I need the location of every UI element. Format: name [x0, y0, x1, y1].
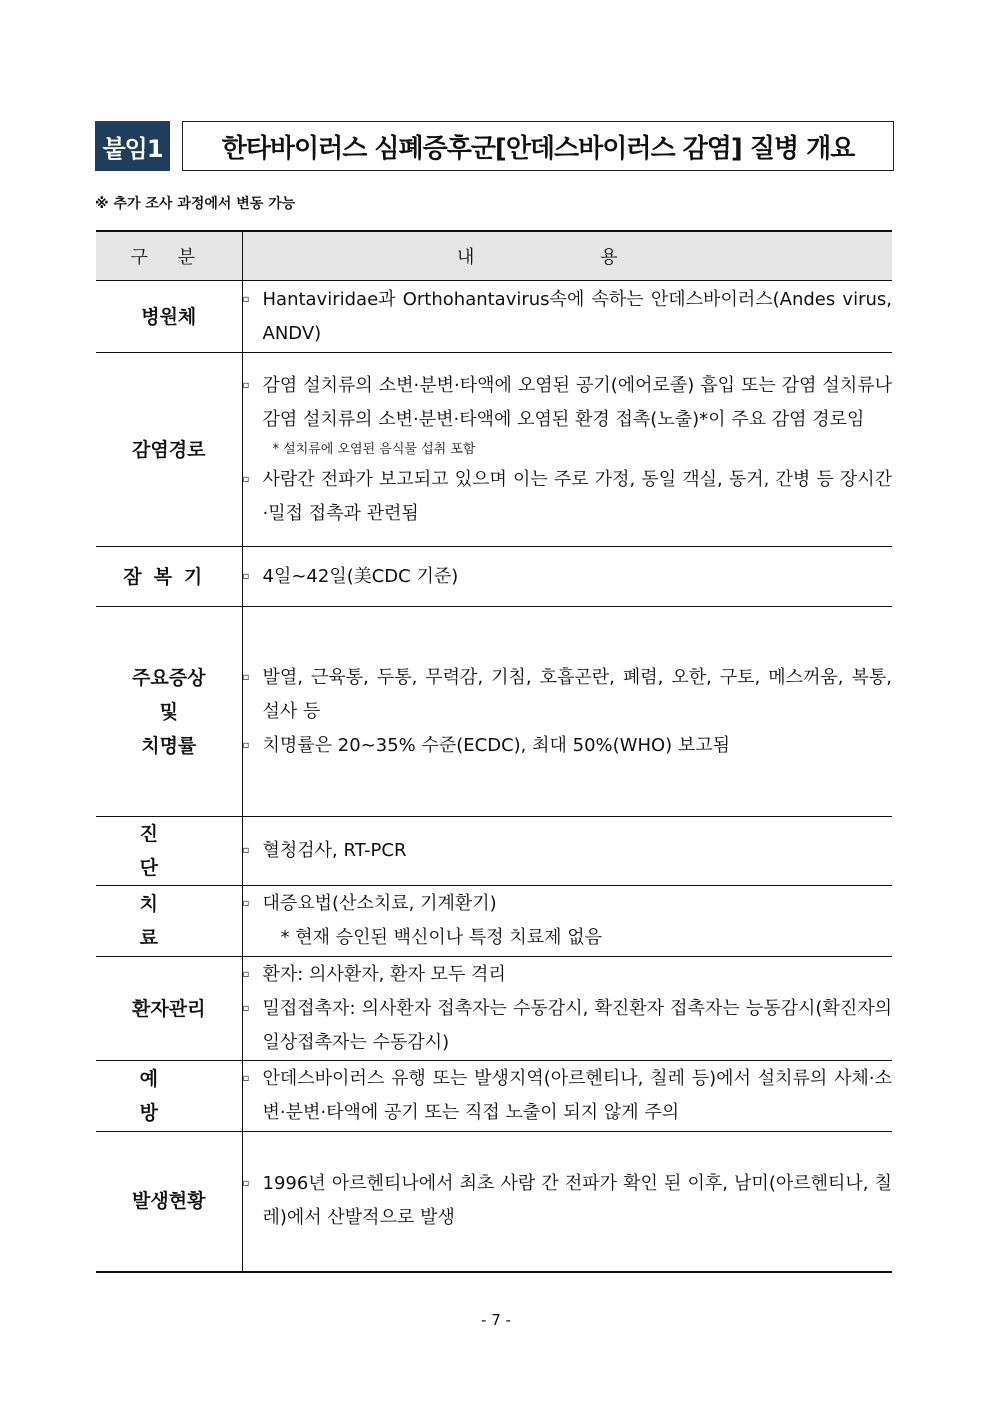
column-header-category: 구 분: [96, 231, 242, 281]
bullet-icon: ▫: [242, 1178, 250, 1190]
row-label: 주요증상 및 치명률: [96, 607, 242, 817]
list-item: ▫ 환자: 의사환자, 환자 모두 격리: [243, 958, 893, 992]
list-item: ▫ 혈청검사, RT-PCR: [243, 834, 893, 868]
page-title: 한타바이러스 심폐증후군[안데스바이러스 감염] 질병 개요: [182, 121, 894, 171]
table-row: [96, 353, 892, 547]
bullet-icon: ▫: [242, 739, 250, 751]
attachment-badge: 붙임1: [95, 121, 170, 171]
table-row: [96, 1061, 892, 1132]
bullet-icon: ▫: [242, 845, 250, 856]
bullet-icon: ▫: [242, 968, 250, 980]
list-item: ▫ 사람간 전파가 보고되고 있으며 이는 주로 가정, 동일 객실, 동거, 간병 등 장시간·밀접 접촉과 관련됨: [243, 463, 893, 531]
table-row: [96, 817, 892, 886]
bullet-icon: ▫: [242, 671, 250, 683]
row-content: [242, 281, 892, 353]
bullet-icon: ▫: [242, 1002, 250, 1014]
row-label: 예 방: [96, 1061, 242, 1132]
list-item: ▫ 감염 설치류의 소변·분변·타액에 오염된 공기(에어로졸) 흡입 또는 감염 설치류나 감염 설치류의 소변·분변·타액에 오염된 환경 접촉(노출)*이 주요 감염 경로임: [243, 369, 893, 437]
row-label: 감염경로: [96, 353, 242, 547]
list-item: ▫ 발열, 근육통, 두통, 무력감, 기침, 호흡곤란, 폐렴, 오한, 구토, 메스꺼움, 복통, 설사 등: [243, 661, 893, 729]
table-row: [96, 886, 892, 957]
bullet-icon: ▫: [242, 898, 250, 909]
bullet-icon: ▫: [242, 473, 250, 485]
row-content: [242, 547, 892, 607]
bullet-icon: ▫: [242, 293, 250, 305]
bullet-icon: ▫: [242, 379, 250, 391]
table-row: [96, 1132, 892, 1272]
footnote: * 설치류에 오염된 음식물 섭취 포함: [272, 441, 476, 457]
list-item: ▫ 4일∼42일(美CDC 기준): [243, 560, 893, 594]
table-row: [96, 547, 892, 607]
row-content: [242, 817, 892, 886]
row-label: 잠복기: [96, 547, 242, 607]
row-content: [242, 1132, 892, 1272]
disease-overview-table: [96, 230, 892, 1273]
table-row: [96, 281, 892, 353]
column-header-content: 내 용: [242, 231, 892, 281]
list-item: ▫ 안데스바이러스 유행 또는 발생지역(아르헨티나, 칠레 등)에서 설치류의 사체·소변·분변·타액에 공기 또는 직접 노출이 되지 않게 주의: [243, 1062, 893, 1130]
list-item: ▫ 1996년 아르헨티나에서 최초 사람 간 전파가 확인 된 이후, 남미(아르헨티나, 칠레)에서 산발적으로 발생: [243, 1167, 893, 1235]
row-label: 발생현황: [96, 1132, 242, 1272]
row-content: [242, 1061, 892, 1132]
list-item: ▫ 치명률은 20∼35% 수준(ECDC), 최대 50%(WHO) 보고됨: [243, 729, 893, 763]
list-item: ▫ 대증요법(산소치료, 기계환기): [243, 887, 893, 921]
table-header-row: [96, 231, 892, 281]
table-row: [96, 957, 892, 1061]
page-number: - 7 -: [481, 1311, 511, 1329]
table-row: [96, 607, 892, 817]
footnote: * 현재 승인된 백신이나 특정 치료제 없음: [280, 927, 603, 948]
row-label: 병원체: [96, 281, 242, 353]
bullet-icon: ▫: [242, 570, 250, 582]
row-label: 진 단: [96, 817, 242, 886]
row-label: 치 료: [96, 886, 242, 957]
list-item: ▫ 밀접접촉자: 의사환자 접촉자는 수동감시, 확진환자 접촉자는 능동감시(확진자의 일상접촉자는 수동감시): [243, 992, 893, 1060]
row-content: [242, 886, 892, 957]
list-item: ▫ Hantaviridae과 Orthohantavirus속에 속하는 안데스바이러스(Andes virus, ANDV): [243, 283, 893, 351]
row-content: [242, 353, 892, 547]
note: ※ 추가 조사 과정에서 변동 가능: [95, 196, 296, 212]
row-label: 환자관리: [96, 957, 242, 1061]
row-content: [242, 607, 892, 817]
bullet-icon: ▫: [242, 1073, 250, 1084]
row-content: [242, 957, 892, 1061]
